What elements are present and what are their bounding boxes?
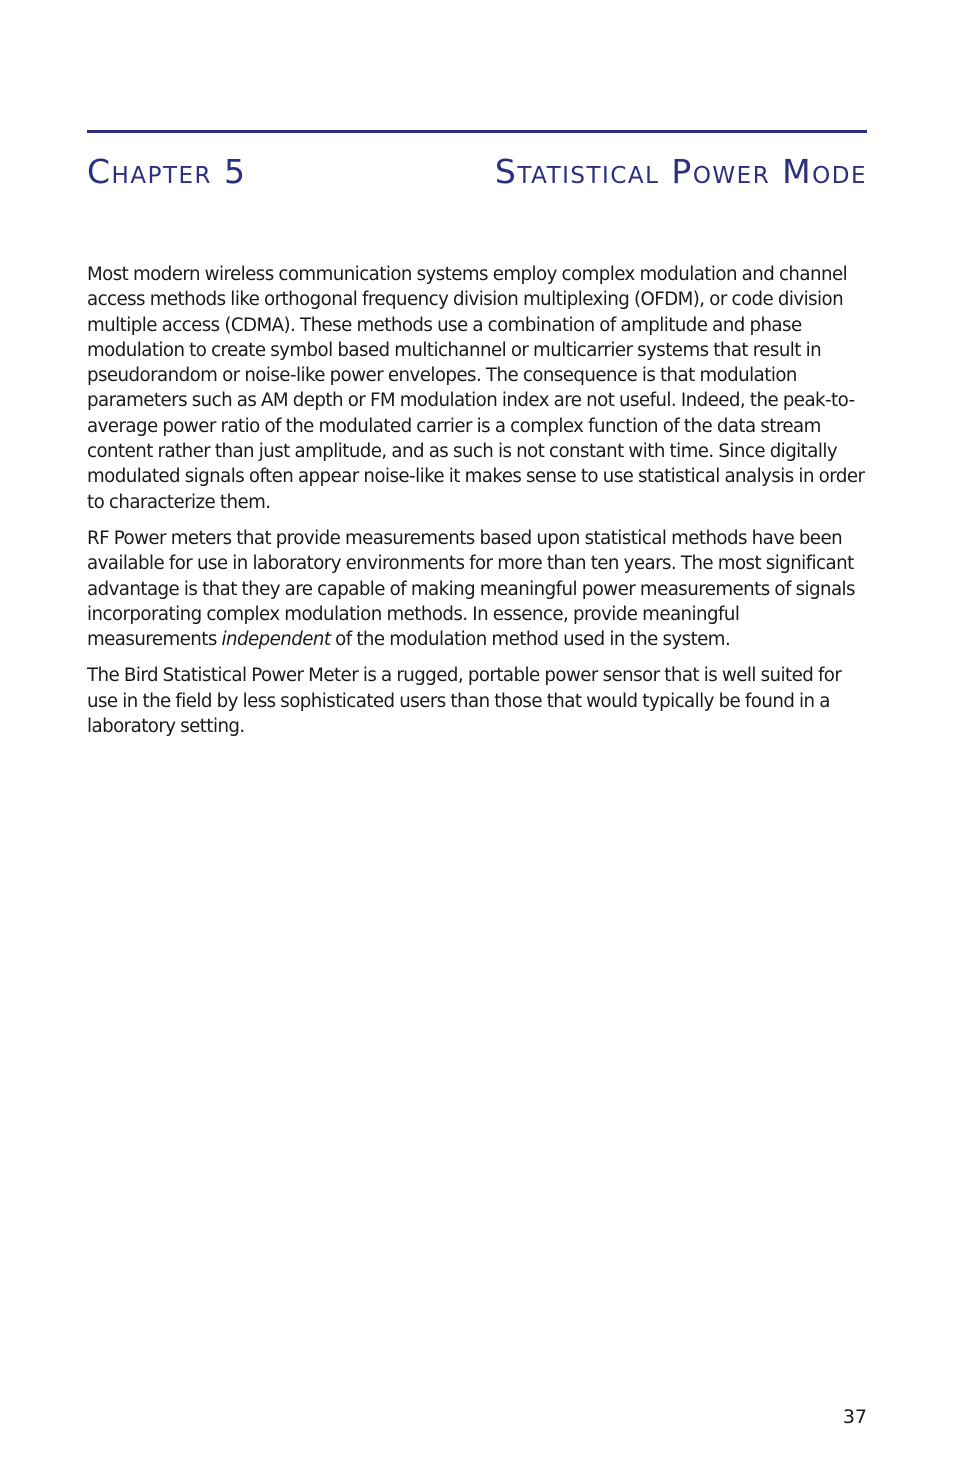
paragraph-2-text-end: of the modulation method used in the system. (330, 629, 731, 651)
paragraph-2-text-start: RF Power meters that provide measurements based upon statistical methods have been available for use in laboratory environments for more than ten years. The most significant advantage is that they are capable of making meaningful power measurements of signals incorporating complex modulation methods. In essence, provide meaningful measurements (87, 527, 855, 651)
chapter-title: Statistical Power Mode (494, 152, 867, 191)
chapter-heading (87, 150, 867, 194)
chapter-label: Chapter 5 (87, 152, 247, 191)
body-text (87, 262, 865, 750)
paragraph-1: Most modern wireless communication systems employ complex modulation and channel access methods like orthogonal frequency division multiplexing (OFDM), or code division multiple access (CDMA). These methods use a combination of amplitude and phase modulation to create symbol based multichannel or multicarrier systems that result in pseudorandom or noise-like power envelopes. The consequence is that modulation parameters such as AM depth or FM modulation index are not useful. Indeed, the peak-to-average power ratio of the modulated carrier is a complex function of the data stream content rather than just amplitude, and as such is not constant with time. Since digitally modulated signals often appear noise-like it makes sense to use statistical analysis in order to characterize them. (87, 264, 865, 513)
paragraph-3: The Bird Statistical Power Meter is a rugged, portable power sensor that is well suited for use in the field by less sophisticated users than those that would typically be found in a laboratory setting. (87, 665, 842, 738)
paragraph-2 (87, 526, 865, 652)
header-rule (87, 130, 867, 133)
page-number: 37 (842, 1406, 867, 1428)
paragraph-2-emphasis: independent (221, 629, 331, 651)
